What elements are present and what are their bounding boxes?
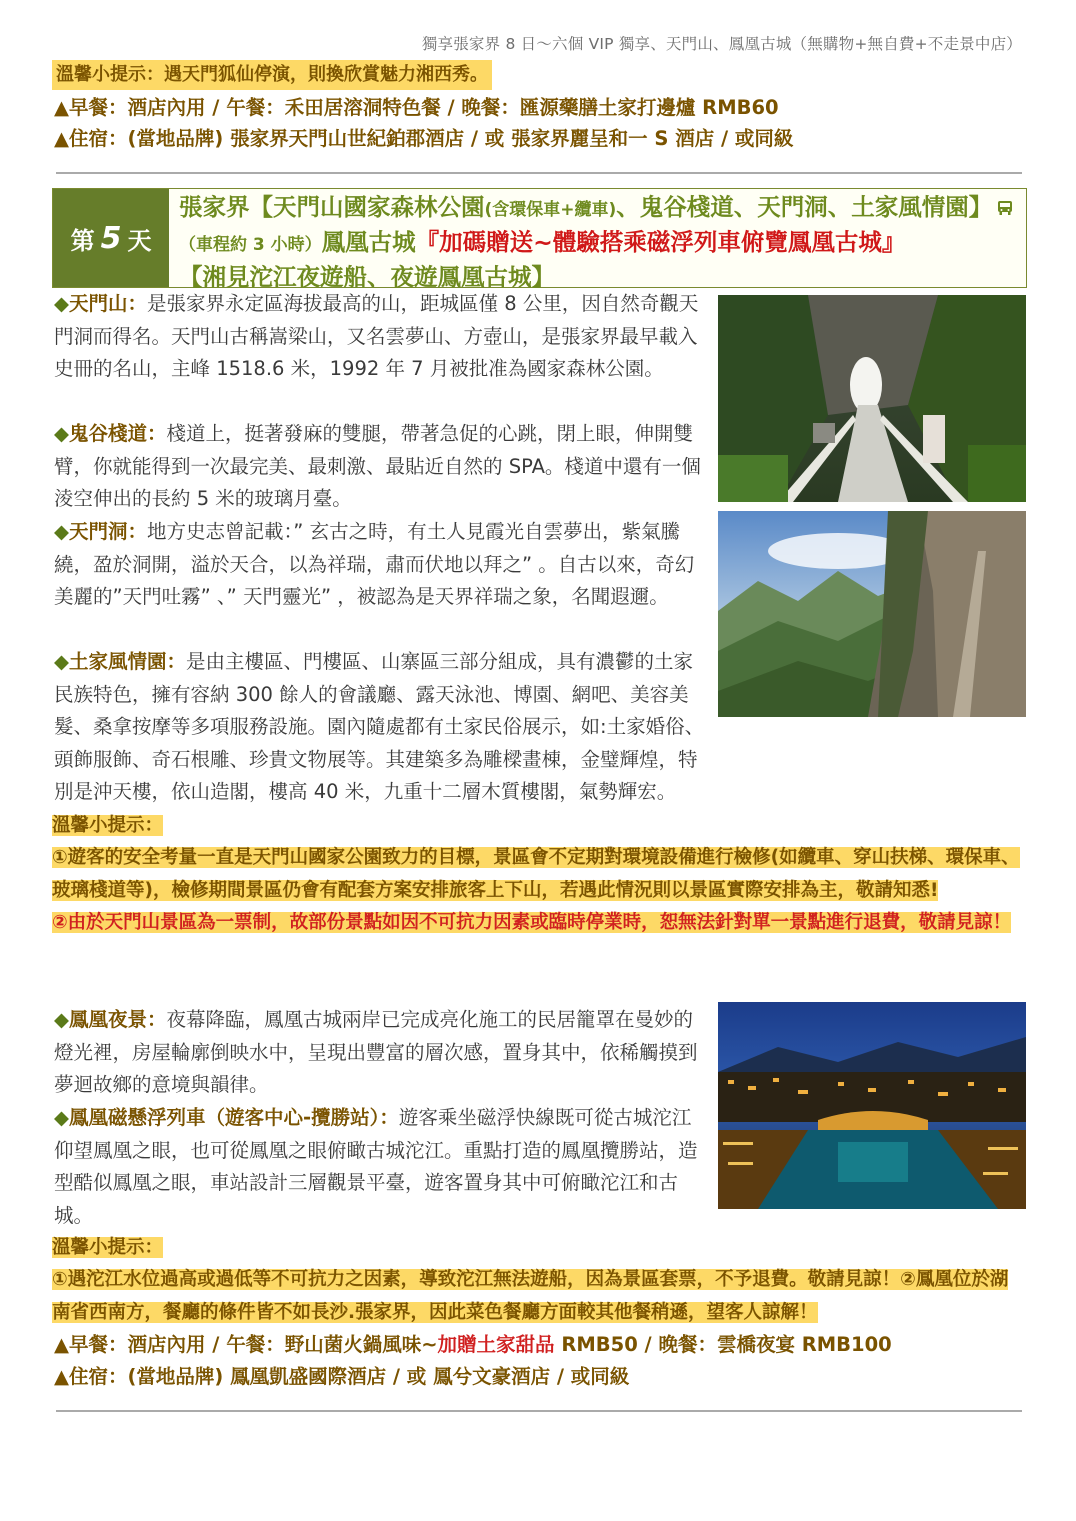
diamond-bullet-icon: ◆: [54, 1008, 69, 1031]
top-tip: 溫馨小提示：遇天門狐仙停演，則換欣賞魅力湘西秀。: [52, 60, 492, 90]
diamond-bullet-icon: ◆: [54, 292, 69, 315]
tip2-text: ①遇沱江水位過高或過低等不可抗力之因素，導致沱江無法遊船，因為景區套票，不予退費。敬請見諒！②鳳凰位於湖南省西南方，餐廳的條件皆不如長沙.張家界，因此菜色餐廳方面較其他餐稍遜，望客人諒解！: [52, 1269, 1009, 1323]
diamond-bullet-icon: ◆: [54, 520, 69, 543]
float-spacer: [706, 646, 1024, 744]
divider: [56, 172, 1022, 174]
section-label: 天門山：: [69, 292, 148, 315]
tip1-item1: ①遊客的安全考量一直是天門山國家公園致力的目標，景區會不定期對環境設備進行檢修(如纜車、穿山扶梯、環保車、玻璃棧道等)，檢修期間景區仍會有配套方案安排旅客上下山，若遇此情況則以景區實際安排為主，敬請知悉!: [52, 847, 1020, 901]
section-text: 是由主樓區、門樓區、山寨區三部分組成，具有濃鬱的土家民族特色，擁有容納 300 餘人的會議廳、露天泳池、博園、網吧、美容美髮、桑拿按摩等多項服務設施。園內隨處都有土家民俗展示，如:土家婚俗、頭飾服飾、奇石根雕、珍貴文物展等。其建築多為雕樑畫棟，金璧輝煌，特別是沖天樓，依山造閣，樓高 40 米，九重十二層木質樓閣，氣勢輝宏。: [54, 650, 705, 804]
section-text: 夜幕降臨，鳳凰古城兩岸已完成亮化施工的民居籠罩在曼妙的燈光裡，房屋輪廓倒映水中，呈現出豐富的層次感，置身其中，依稀觸摸到夢迴故鄉的意境與韻律。: [54, 1008, 698, 1097]
page-header-title: 獨享張家界 8 日～六個 VIP 獨享、天門山、鳳凰古城（無購物+無自費+不走景中店）: [421, 35, 1022, 53]
section-maglev: [54, 1102, 702, 1232]
day-badge-number: 5: [100, 220, 122, 256]
title-part2: 、鬼谷棧道、天門洞、土家風情園】: [616, 193, 993, 221]
title-small2: （車程約 3 小時）: [179, 235, 322, 255]
day4-hotel: ▲住宿：(當地品牌) 張家界天門山世紀鉑郡酒店 / 或 張家界麗呈和一 S 酒店 / 或同級: [54, 127, 794, 150]
section-label: 土家風情園：: [69, 650, 187, 673]
day5-meals: [54, 1330, 892, 1360]
section-tujia-garden: [54, 646, 1024, 809]
tip-block-2: [52, 1232, 1024, 1329]
meals-suffix: RMB50 / 晚餐：雲橋夜宴 RMB100: [554, 1333, 892, 1356]
title-part3: 鳳凰古城: [321, 228, 416, 256]
diamond-bullet-icon: ◆: [54, 650, 69, 673]
section-text: 棧道上，挺著發麻的雙腿，帶著急促的心跳，閉上眼，伸開雙臂，你就能得到一次最完美、最刺激、最貼近自然的 SPA。棧道中還有一個淩空伸出的長約 5 米的玻璃月臺。: [54, 422, 701, 511]
title-part4: 【湘見沱江夜遊船、夜遊鳳凰古城】: [179, 263, 555, 291]
section-tianmen-mountain: [54, 288, 702, 386]
section-label: 鬼谷棧道：: [69, 422, 167, 445]
section-fenghuang-night: [54, 1004, 702, 1102]
tip1-item2: ②由於天門山景區為一票制，故部份景點如因不可抗力因素或臨時停業時，恕無法針對單一景點進行退費，敬請見諒！: [52, 912, 1012, 934]
meals-prefix: ▲早餐：酒店內用 / 午餐：野山菌火鍋風味~: [54, 1333, 438, 1356]
day4-meals: ▲早餐：酒店內用 / 午餐：禾田居溶洞特色餐 / 晚餐：匯源藥膳土家打邊爐 RMB60: [54, 96, 779, 119]
day5-header: [52, 188, 1027, 291]
fenghuang-night-photo: [718, 1002, 1026, 1209]
tip2-heading: 溫馨小提示：: [52, 1237, 164, 1258]
title-part1: 張家界【天門山國家森林公園: [179, 193, 485, 221]
meals-red: 加贈土家甜品: [437, 1333, 555, 1356]
day-badge-prefix: 第: [70, 226, 95, 255]
section-ghost-valley: [54, 418, 702, 516]
day5-hotel: ▲住宿：(當地品牌) 鳳凰凱盛國際酒店 / 或 鳳兮文豪酒店 / 或同級: [54, 1365, 630, 1388]
tianmen-mountain-photo: [718, 295, 1026, 502]
section-tianmen-cave: [54, 516, 702, 614]
section-label: 鳳凰磁懸浮列車（遊客中心-攬勝站）：: [69, 1106, 399, 1129]
divider: [56, 1410, 1022, 1412]
day5-title: [179, 191, 1025, 293]
tip-block-1: [52, 810, 1024, 940]
tip1-heading: 溫馨小提示：: [52, 815, 164, 836]
section-label: 鳳凰夜景：: [69, 1008, 167, 1031]
title-small1: (含環保車+纜車): [484, 200, 617, 220]
title-red: 『加碼贈送~體驗搭乘磁浮列車俯覽鳳凰古城』: [415, 228, 906, 256]
section-text: 是張家界永定區海拔最高的山，距城區僅 8 公里，因自然奇觀天門洞而得名。天門山古稱嵩梁山，又名雲夢山、方壺山，是張家界最早載入史冊的名山，主峰 1518.6 米，1992 年 7 月被批准為國家森林公園。: [54, 292, 699, 381]
section-text: 遊客乘坐磁浮快線既可從古城沱江仰望鳳凰之眼，也可從鳳凰之眼俯瞰古城沱江。重點打造的鳳凰攬勝站，造型酷似鳳凰之眼，車站設計三層觀景平臺，遊客置身其中可俯瞰沱江和古城。: [54, 1106, 698, 1227]
day-badge-suffix: 天: [127, 226, 152, 255]
section-text: 地方史志曾記載：” 玄古之時，有土人見霞光自雲夢出，紫氣騰繞，盈於洞開，溢於天合，以為祥瑞，肅而伏地以拜之” 。自古以來，奇幻美麗的”天門吐霧” 、” 天門靈光” ，被認為是天界祥瑞之象，名聞遐邇。: [54, 520, 695, 609]
bus-icon: [996, 192, 1014, 208]
diamond-bullet-icon: ◆: [54, 1106, 69, 1129]
day-badge: [53, 189, 169, 287]
diamond-bullet-icon: ◆: [54, 422, 69, 445]
section-label: 天門洞：: [69, 520, 148, 543]
